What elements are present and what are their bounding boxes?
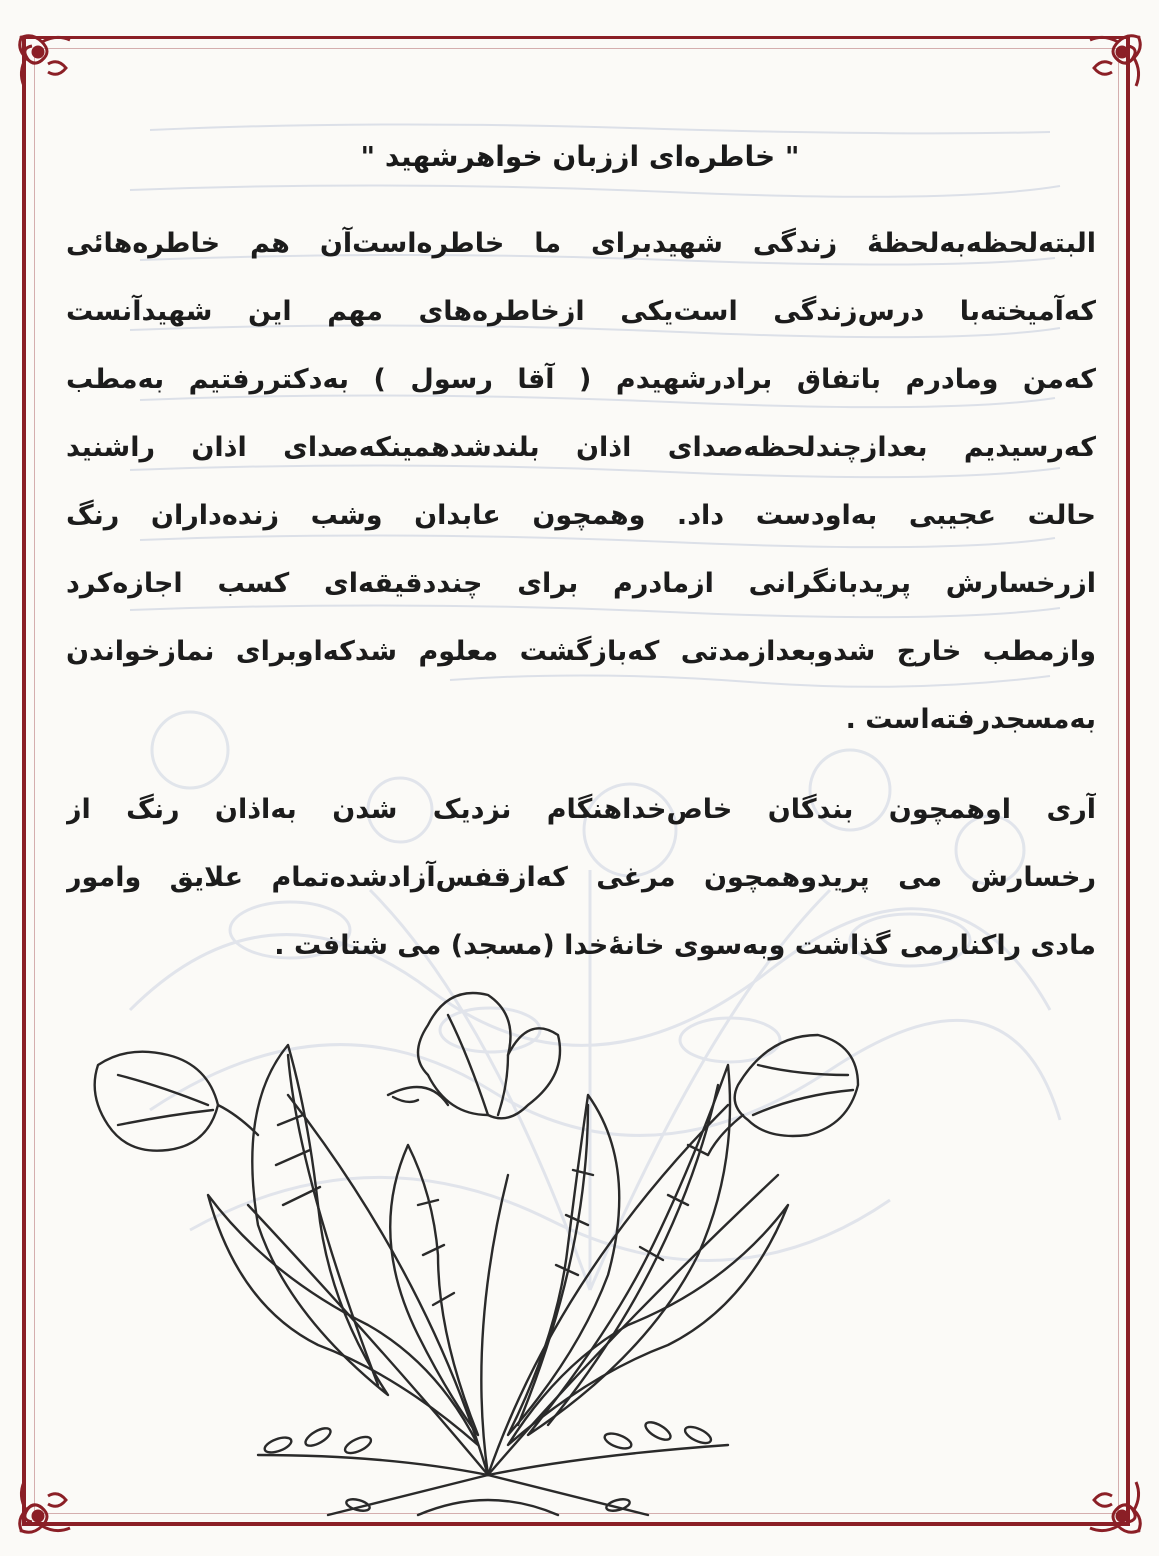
text-line: حالت عجیبی به‌اودست داد. وهمچون عابدان وشب زنده‌داران رنگ [66,500,1096,531]
text-line: رخسارش می پریدوهمچون مرغی که‌ازقفس‌آزادشده‌تمام علایق وامور [66,862,1096,893]
text-line: البته‌لحظه‌به‌لحظهٔ زندگی شهیدبرای ما خاطره‌است‌آن هم خاطره‌هائی [66,228,1096,259]
arabesque-corner-icon [12,28,82,98]
memoir-text [66,210,1096,980]
tulip-bouquet-illustration [88,975,908,1535]
text-line: به‌مسجدرفته‌است . [845,704,1096,735]
text-line: وازمطب خارج شدوبعدازمدتی که‌بازگشت معلوم شدکه‌اوبرای نمازخواندن [66,636,1096,667]
text-line: آری اوهمچون بندگان خاص‌خداهنگام نزدیک شدن به‌اذان رنگ از [66,794,1096,825]
arabesque-corner-icon [1078,1470,1148,1540]
text-line: ازرخسارش پریدبانگرانی ازمادرم برای چنددقیقه‌ای کسب اجازه‌کرد [66,568,1096,599]
page-title: " خاطره‌ای اززبان خواهرشهید " [360,140,800,173]
text-line: که‌من ومادرم باتفاق برادرشهیدم ( آقا رسول ) به‌دکتررفتیم به‌مطب [66,364,1096,395]
arabesque-corner-icon [12,1470,82,1540]
text-line: که‌رسیدیم بعدازچندلحظه‌صدای اذان بلندشدهمینکه‌صدای اذان راشنید [66,432,1096,463]
paragraph-gap [66,754,1096,776]
text-line: مادی راکنارمی گذاشت وبه‌سوی خانهٔ‌خدا (مسجد) می شتافت . [274,930,1096,961]
text-line: که‌آمیخته‌با درس‌زندگی است‌یکی ازخاطره‌های مهم این شهیدآنست [66,296,1096,327]
arabesque-corner-icon [1078,28,1148,98]
